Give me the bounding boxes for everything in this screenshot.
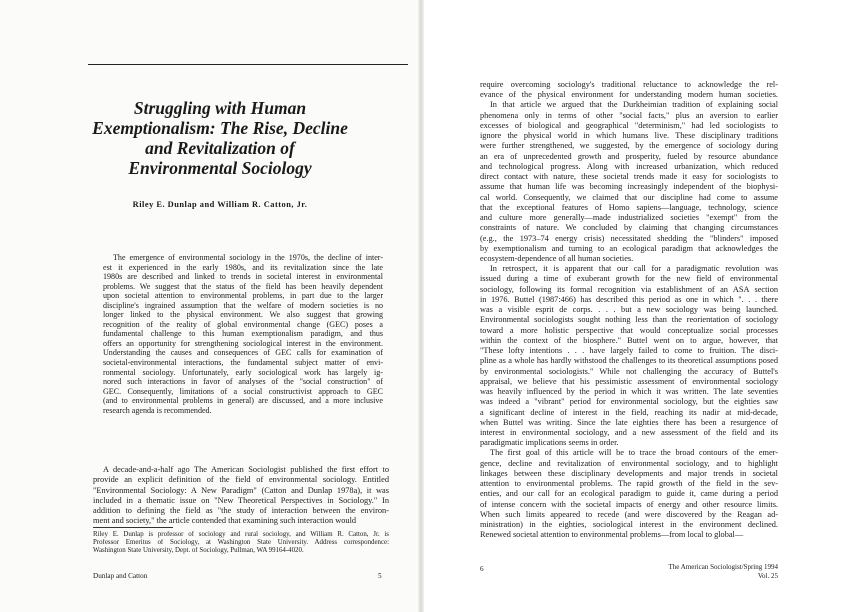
abstract-line: fundamental challenge to this human exemptionalism paradigm, and thus: [103, 329, 383, 339]
body-line: issued during a time of exuberant growth for the new field of environmental: [480, 274, 778, 284]
body-line: included in a thematic issue on "New Theoretical Perspectives in Sociology." In: [93, 495, 389, 505]
abstract-line: offers an opportunity for strengthening sociological interest in the environment.: [103, 338, 383, 348]
journal-footer: [640, 563, 778, 581]
body-line: Environmental sociologists sought nothing less than the reorientation of sociology: [480, 315, 778, 325]
body-line: evance of the physical environment for understanding modern human societies.: [480, 90, 778, 100]
body-line: ignore the physical world in which humans live. These disciplinary traditions: [480, 131, 778, 141]
body-line: ment and society," the article contended that examining such interaction would: [93, 516, 357, 526]
body-line: by environmental sociologists." While not challenging the accuracy of Buttel's: [480, 366, 778, 376]
title-line: Exemptionalism: The Rise, Decline: [92, 118, 348, 138]
abstract-line: longer linked to the physical environment. We also suggest that growing: [103, 310, 383, 320]
abstract: [103, 253, 383, 415]
body-line: were further strengthened, we suggested, by the emergence of sociology during: [480, 141, 778, 151]
body-text-left: [93, 465, 389, 527]
journal-name: The American Sociologist/Spring 1994: [668, 563, 778, 571]
body-line: interest in environmental sociology, and a new assessment of the field and its: [480, 427, 778, 437]
body-line: excesses of biological and geographical "determinism," had led sociologists to: [480, 120, 778, 130]
body-line: The first goal of this article will be to trace the broad contours of the emer-: [490, 448, 778, 458]
body-line: by exemptionalism and turning to an ecological paradigm that acknowledges the: [480, 243, 778, 253]
journal-volume: Vol. 25: [757, 572, 778, 580]
abstract-line: nored such interactions in favor of analyses of the "social construction" of: [103, 377, 383, 387]
body-line: a significant decline of interest in the field, reaching its nadir at mid-decade,: [480, 407, 778, 417]
body-line: A decade-and-a-half ago The American Sociologist published the first effort to: [103, 465, 389, 474]
abstract-line: research agenda is recommended.: [103, 405, 212, 415]
body-line: was a visible esprit de corps. . . . but a new sociology was being launched.: [480, 305, 778, 315]
body-line: require overcoming sociology's traditional reluctance to acknowledge the rel-: [480, 80, 778, 89]
abstract-line: Understanding the causes and consequences of GEC calls for examination of: [103, 348, 383, 358]
running-footer: Dunlap and Catton: [93, 572, 148, 580]
body-line: cal world. Consequently, we claimed that our discipline had come to assume: [480, 192, 778, 202]
body-line: and culture more generally—made industrialized societies "exempt" from the: [480, 213, 778, 223]
abstract-line: The emergence of environmental sociology in the 1970s, the decline of inter-: [113, 253, 383, 262]
body-line: "Environmental Sociology: A New Paradigm" (Catton and Dunlap 1978a), it was: [93, 485, 389, 495]
body-line: assume that human life was becoming increasingly independent of the biophysi-: [480, 182, 778, 192]
page-number: 5: [378, 572, 382, 580]
footnote-line: Riley E. Dunlap is professor of sociology and rural sociology, and William R. Catton, Jr. is: [93, 531, 389, 538]
author-footnote: [93, 531, 389, 555]
body-line: appraisal, we believe that his pessimistic assessment of environmental sociology: [480, 376, 778, 386]
body-line: constraints of nature. We concluded by claiming that changing circumstances: [480, 223, 778, 233]
footnote-line: Professor Emeritus of Sociology, at Washington State University. Address correspondence:: [93, 539, 389, 547]
abstract-line: discipline's ingrained assumption that the welfare of modern societies is no: [103, 300, 383, 310]
body-line: within the context of the biosphere." Buttel went on to argue, however, that: [480, 335, 778, 345]
body-line: an era of unprecedented growth and prosperity, fueled by resource abundance: [480, 151, 778, 161]
abstract-line: upon societal attention to environmental problems, in part due to the larger: [103, 291, 383, 301]
footnote-rule: [93, 527, 173, 528]
body-line: In retrospect, it is apparent that our call for a paradigmatic revolution was: [490, 264, 778, 274]
body-line: pline as a whole has hardly withstood the challenges to its theoretical assumptions posed: [480, 356, 778, 366]
footnote-line: Washington State University, Dept. of Sociology, Pullman, WA 99164-4020.: [93, 547, 304, 555]
body-line: attention to environmental problems. The rapid growth of the field in the sev-: [480, 479, 778, 489]
abstract-line: problems. We suggest that the status of the field has been heavily dependent: [103, 281, 383, 291]
body-line: linkages between these disciplinary developments and major trends in societal: [480, 468, 778, 478]
body-line: "These lofty intentions . . . have largely failed to come to fruition. The disci-: [480, 346, 778, 356]
body-line: and technological progress. Along with increased urbanization, which reduced: [480, 161, 778, 171]
abstract-line: GEC. Consequently, limitations of a social constructivist approach to GEC: [103, 386, 383, 396]
abstract-line: recognition of the reality of global environmental change (GEC) poses a: [103, 319, 383, 329]
title-line: and Revitalization of: [145, 138, 295, 158]
article-title: [70, 98, 370, 178]
body-line: of intense concern with the societal impacts of energy and other resource limits.: [480, 499, 778, 509]
body-line: that the exceptional features of Homo sapiens—language, technology, science: [480, 202, 778, 212]
abstract-line: societal-environmental interactions, the fundamental subject matter of envi-: [103, 358, 383, 368]
body-line: sociology, following its formal recognition via establishment of an ASA section: [480, 284, 778, 294]
body-line: In that article we argued that the Durkheimian tradition of explaining social: [490, 100, 778, 110]
body-line: in 1976. Buttel (1987:466) has described this period as one in which ". . . there: [480, 294, 778, 304]
body-line: ministration) in the eighties, sociological interest in the environment declined.: [480, 520, 778, 530]
body-line: was indeed a "vibrant" period for environmental sociology, but the eighties saw: [480, 397, 778, 407]
body-line: when Buttel was writing. Since the late eighties there has been a resurgence of: [480, 417, 778, 427]
body-line: (e.g., the 1973–74 energy crisis) necessitated shedding the "blinders" imposed: [480, 233, 778, 243]
body-line: addition to defining the field as "the study of interaction between the environ-: [93, 506, 389, 516]
abstract-line: 1980s are described and linked to trends in societal interest in environmental: [103, 272, 383, 282]
body-line: enties, and our call for an ecological paradigm to guide it, came during a period: [480, 489, 778, 499]
body-line: phenomena only in terms of other "social facts," plus an aversion to earlier: [480, 110, 778, 120]
abstract-line: ronmental sociology. Unfortunately, early sociological work has largely ig-: [103, 367, 383, 377]
author-byline: Riley E. Dunlap and William R. Catton, Jr.: [132, 200, 308, 209]
title-line: Environmental Sociology: [128, 158, 312, 178]
abstract-line: (and to environmental problems in general) are discussed, and a more inclusive: [103, 396, 383, 406]
body-line: ecosystem-dependence of all human societies.: [480, 253, 634, 263]
body-line: paradigmatic implications seems in order.: [480, 438, 619, 448]
body-line: was heavily influenced by the period in which it was written. The late seventies: [480, 387, 778, 397]
abstract-line: est it experienced in the early 1980s, and its revitalization since the late: [103, 262, 383, 272]
body-line: provide an explicit definition of the field of environmental sociology. Entitled: [93, 475, 389, 485]
top-rule: [88, 64, 408, 65]
body-line: When such limits appeared to recede (and were discovered by the Reagan ad-: [480, 509, 778, 519]
body-line: toward a more holistic perspective that would conceptualize social processes: [480, 325, 778, 335]
body-line: gence, decline and revitalization of environmental sociology, and to highlight: [480, 458, 778, 468]
page-number: 6: [480, 565, 484, 573]
body-line: direct contact with nature, these societal trends made it easy for sociologists to: [480, 172, 778, 182]
body-text-right: [480, 80, 778, 541]
title-line: Struggling with Human: [133, 98, 307, 118]
body-line: Renewed societal attention to environmental problems—from local to global—: [480, 530, 744, 540]
